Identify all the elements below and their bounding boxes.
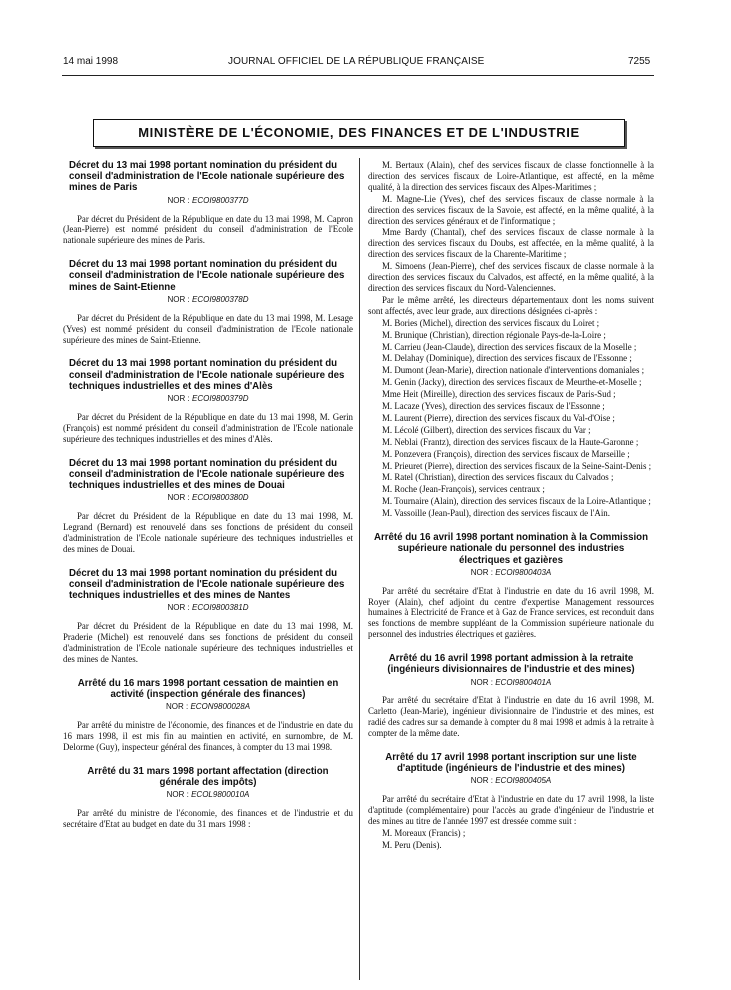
list-item: M. Simoens (Jean-Pierre), chef des services fiscaux de classe normale à la direction des services fiscaux du Calvados, est affecté, en la même qualité, à la direction des services fiscaux du Nord-Valenciennes. (368, 261, 654, 293)
list-item: M. Dumont (Jean-Marie), direction nationale d'interventions domaniales ; (382, 365, 645, 376)
article-title: Arrêté du 31 mars 1998 portant affectation (direction générale des impôts) (87, 766, 329, 789)
header-rule (62, 75, 654, 76)
nor-code: ECON9800028A (190, 702, 251, 712)
list-item: M. Moreaux (Francis) ; (382, 828, 466, 839)
nor-code: ECOL9800010A (191, 790, 250, 800)
nor-reference (63, 790, 353, 801)
article-body: Par décret du Président de la République en date du 13 mai 1998, M. Praderie (Michel) est renouvelé dans ses fonctions de président du conseil d'administration de l'Ecole nationale supérieure des techniques industrielles et des mines de Nantes. (63, 621, 353, 665)
list-item: Mme Bardy (Chantal), chef des services fiscaux de classe normale à la direction des services fiscaux du Doubs, est affectée, en la même qualité, à la direction des services fiscaux de la Charente-Maritime ; (368, 227, 654, 260)
article-title: Décret du 13 mai 1998 portant nomination du président du conseil d'administration de l'Ecole nationale supérieure des techniques industrielles et des mines de Nantes (69, 567, 345, 602)
list-item: Mme Heit (Mireille), direction des services fiscaux de Paris-Sud ; (382, 389, 616, 400)
article-body: Par décret du Président de la République en date du 13 mai 1998, M. Gerin (François) est nommé président du conseil d'administration de l'Ecole nationale supérieure des techniques industrielles et des mines d'Alès. (63, 411, 353, 444)
article-body: Par décret du Président de la République en date du 13 mai 1998, M. Legrand (Bernard) est renouvelé dans ses fonctions de président du conseil d'administration de l'Ecole nationale supérieure des techniques industrielles et des mines de Douai. (63, 511, 353, 554)
list-item: M. Lécolé (Gilbert), direction des services fiscaux du Var ; (382, 424, 591, 435)
article-body: Par arrêté du secrétaire d'Etat à l'industrie en date du 16 avril 1998, M. Royer (Alain), chef adjoint du centre d'expertise Management ressources humaines à Electricité de France et à Gaz de France services, est reconduit dans ses fonctions de membre suppléant de la Commission supérieure nationale du personnel des industries électriques et gazières. (368, 585, 654, 640)
article (63, 766, 353, 830)
article (63, 160, 353, 246)
nor-code: ECOI9800379D (191, 394, 249, 404)
article (63, 568, 353, 665)
nor-code: ECOI9800378D (191, 294, 249, 304)
header-journal: JOURNAL OFFICIEL DE LA RÉPUBLIQUE FRANÇAISE (228, 56, 485, 67)
nor-label: NOR : (167, 195, 190, 205)
list-item: M. Delahay (Dominique), direction des services fiscaux de l'Essonne ; (382, 353, 632, 364)
article (63, 678, 353, 753)
list-item: M. Lacaze (Yves), direction des services fiscaux de l'Essonne ; (382, 401, 605, 412)
nor-label: NOR : (167, 394, 190, 404)
list-item: M. Peru (Denis). (382, 840, 442, 851)
article-title: Arrêté du 17 avril 1998 portant inscription sur une liste d'aptitude (ingénieurs de l'industrie et des mines) (385, 752, 637, 775)
article (368, 532, 654, 640)
nor-code: ECOI9800403A (495, 567, 552, 577)
page-header (0, 56, 731, 72)
list-item: M. Vassoille (Jean-Paul), direction des services fiscaux de l'Ain. (382, 508, 610, 519)
nor-label: NOR : (470, 567, 493, 577)
nor-reference (368, 568, 654, 579)
nor-reference (63, 394, 353, 405)
list-item: M. Tournaire (Alain), direction des services fiscaux de la Loire-Atlantique ; (382, 496, 651, 507)
article-title: Décret du 13 mai 1998 portant nomination du président du conseil d'administration de l'Ecole nationale supérieure des techniques industrielles et des mines de Douai (69, 457, 345, 492)
nor-reference (63, 702, 353, 713)
nor-code: ECOI9800405A (495, 776, 552, 786)
article-title: Arrêté du 16 avril 1998 portant nomination à la Commission supérieure nationale du personnel des industries électriques et gazières (374, 532, 649, 566)
list-item: M. Ratel (Christian), direction des services fiscaux du Calvados ; (382, 472, 614, 483)
list-item: Par le même arrêté, les directeurs départementaux dont les noms suivent sont affectés, avec leur grade, aux directions désignées ci-après : (368, 294, 654, 316)
nor-code: ECOI9800401A (495, 677, 552, 687)
article (63, 259, 353, 345)
article-title: Décret du 13 mai 1998 portant nomination du président du conseil d'administration de l'Ecole nationale supérieure des mines de Saint-Etienne (69, 259, 345, 293)
article (368, 752, 654, 851)
nor-reference (63, 493, 353, 504)
article-body: Par arrêté du secrétaire d'Etat à l'industrie en date du 17 avril 1998, la liste d'aptitude (complémentaire) pour l'accès au grade d'ingénieur de l'industrie et des mines au titre de l'année 1997 est dressée comme suit : (368, 794, 654, 827)
nor-reference (368, 678, 654, 689)
header-date: 14 mai 1998 (63, 56, 119, 67)
list-item: M. Laurent (Pierre), direction des services fiscaux du Val-d'Oise ; (382, 412, 615, 423)
nor-reference (368, 776, 654, 787)
list-item: M. Genin (Jacky), direction des services fiscaux de Meurthe-et-Moselle ; (382, 377, 642, 388)
list-item: M. Carrieu (Jean-Claude), direction des services fiscaux de la Moselle ; (382, 341, 637, 352)
column-divider (359, 158, 360, 980)
article-body: Par arrêté du ministre de l'économie, des finances et de l'industrie en date du 16 mars 1998, il est mis fin au maintien en activité, en surnombre, de M. Delorme (Guy), inspecteur général des finances, à compter du 13 mai 1998. (63, 720, 353, 753)
nor-code: ECOI9800377D (191, 195, 249, 205)
right-column (368, 160, 654, 864)
list-item: M. Bories (Michel), direction des services fiscaux du Loiret ; (382, 317, 600, 328)
list-item: M. Roche (Jean-François), services centraux ; (382, 484, 545, 495)
article (63, 358, 353, 444)
article (63, 458, 353, 555)
nor-label: NOR : (167, 493, 190, 503)
list-item: M. Brunique (Christian), direction régionale Pays-de-la-Loire ; (382, 329, 606, 340)
nor-label: NOR : (167, 294, 190, 304)
list-item: M. Prieuret (Pierre), direction des services fiscaux de la Seine-Saint-Denis ; (382, 460, 652, 471)
article-body: Par décret du Président de la République en date du 13 mai 1998, M. Capron (Jean-Pierre) est nommé président du conseil d'administration de l'Ecole nationale supérieure des mines de Paris. (63, 213, 353, 246)
nor-label: NOR : (470, 776, 493, 786)
nor-label: NOR : (167, 603, 190, 613)
nor-code: ECOI9800380D (191, 493, 249, 503)
article-body: Par décret du Président de la République en date du 13 mai 1998, M. Lesage (Yves) est nommé président du conseil d'administration de l'Ecole nationale supérieure des mines de Saint-Etienne. (63, 312, 353, 345)
nor-code: ECOI9800381D (191, 603, 249, 613)
left-column (63, 160, 353, 843)
assignment-list (368, 160, 654, 519)
list-item: M. Bertaux (Alain), chef des services fiscaux de classe fonctionnelle à la direction des services fiscaux de Loire-Atlantique, est affecté, en la même qualité, à la direction des services fiscaux des Alpes-Maritimes ; (368, 160, 654, 192)
article-title: Arrêté du 16 avril 1998 portant admission à la retraite (ingénieurs divisionnaires de l'industrie et des mines) (387, 653, 635, 676)
list-item: M. Magne-Lie (Yves), chef des services fiscaux de classe normale à la direction des services fiscaux de la Savoie, est affecté, en la même qualité, à la direction des services généraux et de l'informatique ; (368, 193, 654, 226)
nor-reference (63, 603, 353, 614)
nor-label: NOR : (166, 790, 189, 800)
list-item: M. Ponzevera (François), direction des services fiscaux de Marseille ; (382, 448, 630, 459)
article-title: Décret du 13 mai 1998 portant nomination du président du conseil d'administration de l'Ecole nationale supérieure des techniques industrielles et des mines d'Alès (69, 358, 345, 392)
list-item: M. Neblai (Frantz), direction des services fiscaux de la Haute-Garonne ; (382, 436, 639, 447)
nor-reference (63, 196, 353, 207)
article-title: Décret du 13 mai 1998 portant nomination du président du conseil d'administration de l'Ecole nationale supérieure des mines de Paris (69, 160, 345, 194)
article-body: Par arrêté du ministre de l'économie, des finances et de l'industrie et du secrétaire d'Etat au budget en date du 31 mars 1998 : (63, 808, 353, 830)
article-title: Arrêté du 16 mars 1998 portant cessation de maintien en activité (inspection générale des finances) (77, 677, 339, 701)
nor-label: NOR : (165, 702, 189, 712)
article-body: Par arrêté du secrétaire d'Etat à l'industrie en date du 16 avril 1998, M. Carletto (Jean-Marie), ingénieur divisionnaire de l'industrie et des mines, est radié des cadres sur sa demande à compter du 8 mai 1998 et admis à la retraite à compter de la même date. (368, 695, 654, 739)
header-page-number: 7255 (628, 56, 651, 67)
article (368, 653, 654, 739)
nor-label: NOR : (470, 677, 493, 687)
ministry-title: MINISTÈRE DE L'ÉCONOMIE, DES FINANCES ET DE L'INDUSTRIE (93, 119, 625, 147)
nor-reference (63, 295, 353, 306)
